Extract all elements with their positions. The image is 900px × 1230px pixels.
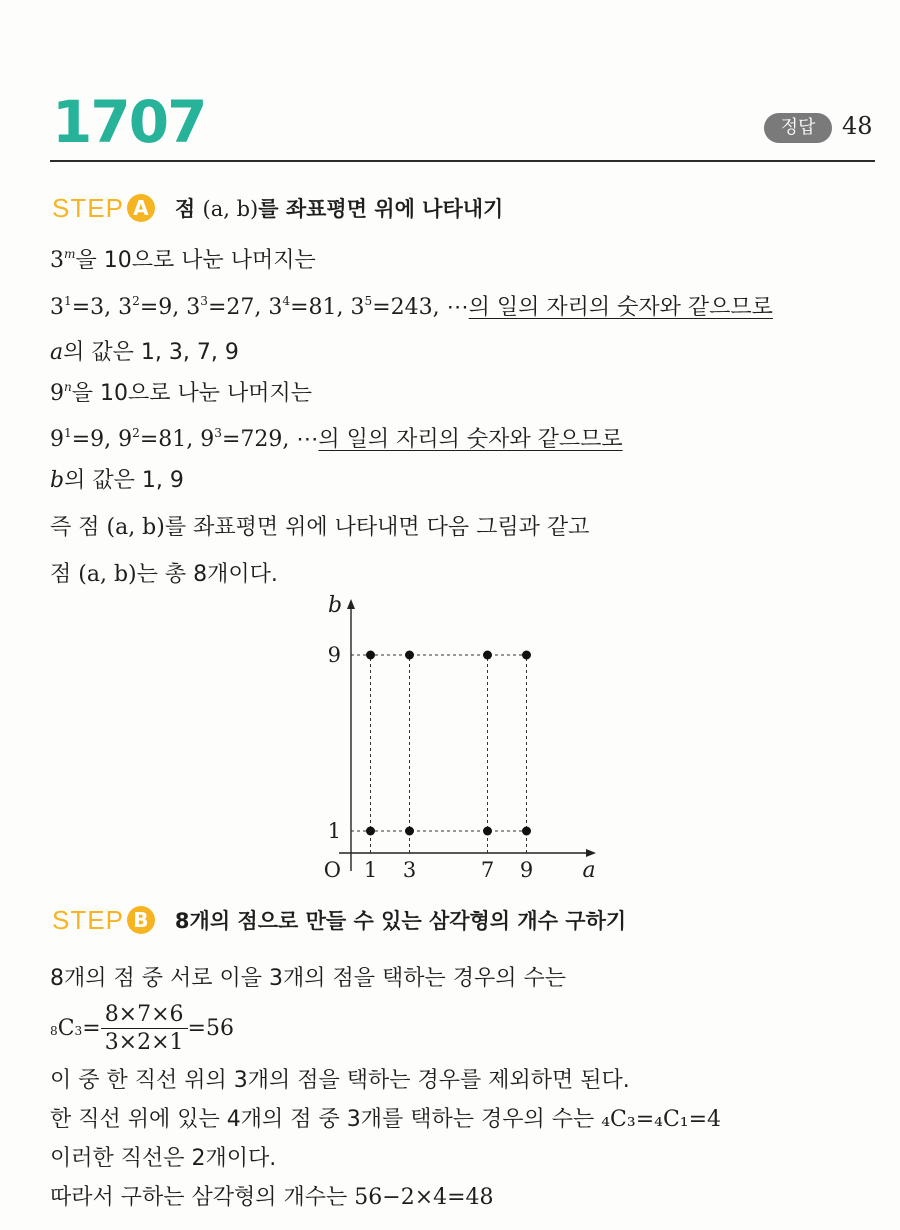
step-a-line-8 (50, 557, 278, 588)
power-term (50, 427, 111, 452)
power-term (200, 427, 289, 452)
comb-r: 3 (74, 1024, 83, 1038)
y-axis-label: b (327, 593, 343, 618)
var-b: b (50, 468, 65, 493)
step-a-title-math: (a, b) (202, 197, 259, 221)
problem-number: 1707 (52, 88, 206, 156)
final-answer-math: 56−2×4=48 (354, 1185, 494, 1210)
x-axis-arrow-icon (586, 849, 596, 857)
step-a-line-8-pre: 점 (50, 562, 72, 587)
step-a-line-6-text: 의 값은 1, 9 (64, 468, 184, 493)
power-term (186, 295, 261, 320)
power-base: 3 (186, 295, 201, 320)
power-term (118, 427, 193, 452)
power-value: =3, (71, 295, 112, 320)
power-base: 3 (50, 295, 64, 320)
power-value: =9, (71, 427, 112, 452)
step-a-line-6 (50, 463, 184, 494)
combination-expression (50, 1016, 101, 1041)
answer-label-badge: 정답 (764, 113, 832, 143)
power-exponent: 4 (282, 293, 291, 308)
base-3: 3 (50, 248, 64, 273)
step-a-line-2 (50, 290, 773, 321)
power-exponent: 5 (364, 293, 373, 308)
ellipsis: ⋯ (296, 427, 319, 452)
step-a-badge-icon: A (127, 194, 155, 222)
step-b-line-6 (50, 1180, 494, 1211)
power-term (351, 295, 440, 320)
step-a-line-7-post: 를 좌표평면 위에 나타내면 다음 그림과 같고 (164, 515, 590, 540)
power-exponent: 1 (64, 425, 72, 440)
step-b-line-3: 이 중 한 직선 위의 3개의 점을 택하는 경우를 제외하면 된다. (50, 1068, 630, 1093)
base-9: 9 (50, 381, 64, 406)
step-b-line-5: 이러한 직선은 2개이다. (50, 1146, 277, 1171)
step-b-title: 8개의 점으로 만들 수 있는 삼각형의 개수 구하기 (174, 909, 627, 933)
power-exponent: 1 (64, 293, 72, 308)
step-b-combination (50, 1002, 234, 1055)
step-b-line-4-text: 한 직선 위에 있는 4개의 점 중 3개를 택하는 경우의 수는 (50, 1107, 595, 1132)
power-base: 9 (118, 427, 133, 452)
power-base: 9 (50, 427, 64, 452)
power-value: =729, (221, 427, 290, 452)
step-b-heading (52, 900, 626, 940)
power-exponent: 2 (132, 425, 140, 440)
ellipsis: ⋯ (446, 295, 469, 320)
answer-value: 48 (842, 112, 873, 140)
step-a-line-7-pre: 즉 점 (50, 515, 100, 540)
step-a-line-1-text: 을 10으로 나눈 나머지는 (75, 248, 316, 273)
step-a-title-pre: 점 (174, 197, 196, 221)
fraction-denominator: 3×2×1 (104, 1030, 184, 1055)
power-value: =81, (139, 427, 194, 452)
x-tick-label: 9 (519, 858, 534, 882)
step-a-line-5 (50, 422, 623, 453)
power-term (50, 295, 111, 320)
step-a-heading (52, 188, 503, 228)
power-exponent: 3 (214, 425, 222, 440)
power-exponent: 2 (132, 293, 140, 308)
fraction (101, 1002, 188, 1055)
power-value: =81, (290, 295, 344, 320)
power-exponent: 3 (200, 293, 208, 308)
point-ab: (a, b) (106, 515, 165, 540)
var-a: a (50, 340, 64, 365)
data-point (522, 651, 531, 660)
step-b-line-6-text: 따라서 구하는 삼각형의 개수는 (50, 1185, 348, 1210)
step-a-title-post: 를 좌표평면 위에 나타내기 (258, 197, 504, 221)
comb-c: C (57, 1016, 75, 1041)
power-value: =27, (207, 295, 262, 320)
step-b-badge-icon: B (127, 906, 155, 934)
data-point (366, 651, 375, 660)
step-a-line-7 (50, 510, 589, 541)
power-base: 3 (350, 295, 365, 320)
step-a-line-3-text: 의 값은 1, 3, 7, 9 (63, 340, 239, 365)
power-term (118, 295, 179, 320)
y-tick-label: 1 (327, 819, 341, 843)
step-a-line-4 (50, 376, 312, 407)
powers-of-3 (50, 295, 447, 320)
exp-n: n (64, 379, 72, 394)
step-b-word: STEP (52, 904, 124, 935)
power-base: 9 (200, 427, 215, 452)
data-point (483, 651, 492, 660)
header-divider (50, 160, 875, 162)
step-a-line-1 (50, 243, 316, 274)
data-point (366, 827, 375, 836)
x-tick-label: 7 (480, 858, 495, 882)
y-axis-arrow-icon (347, 599, 355, 609)
power-value: =9, (139, 295, 180, 320)
fraction-numerator: 8×7×6 (101, 1002, 188, 1029)
step-b-line-4 (50, 1102, 721, 1133)
data-point (522, 827, 531, 836)
step-b-line-4-math: ₄C₃=₄C₁=4 (601, 1107, 722, 1132)
step-a-line-8-post: 는 총 8개이다. (136, 562, 278, 587)
equals: = (82, 1016, 101, 1041)
data-point (405, 827, 414, 836)
power-value: =243, (372, 295, 440, 320)
data-point (483, 827, 492, 836)
combination-result: =56 (187, 1016, 234, 1041)
exp-m: m (64, 246, 76, 261)
origin-label: O (323, 858, 341, 882)
power-base: 3 (268, 295, 283, 320)
y-tick-label: 9 (327, 643, 341, 667)
point-ab: (a, b) (78, 562, 137, 587)
step-a-word: STEP (52, 192, 124, 223)
powers-of-9 (50, 427, 296, 452)
power-base: 3 (118, 295, 133, 320)
step-a-title (175, 193, 503, 223)
x-tick-label: 3 (402, 858, 417, 882)
data-point (405, 651, 414, 660)
comb-n: 8 (50, 1024, 58, 1038)
power-term (268, 295, 343, 320)
step-a-line-4-text: 을 10으로 나눈 나머지는 (71, 381, 313, 406)
x-axis-label: a (582, 858, 596, 883)
step-a-line-5-text: 의 일의 자리의 숫자와 같으므로 (318, 427, 623, 452)
coordinate-plot (310, 590, 610, 890)
step-a-line-3 (50, 335, 239, 366)
step-b-line-1: 8개의 점 중 서로 이을 3개의 점을 택하는 경우의 수는 (50, 966, 566, 991)
x-tick-label: 1 (363, 858, 378, 882)
step-a-line-2-text: 의 일의 자리의 숫자와 같으므로 (468, 295, 773, 320)
